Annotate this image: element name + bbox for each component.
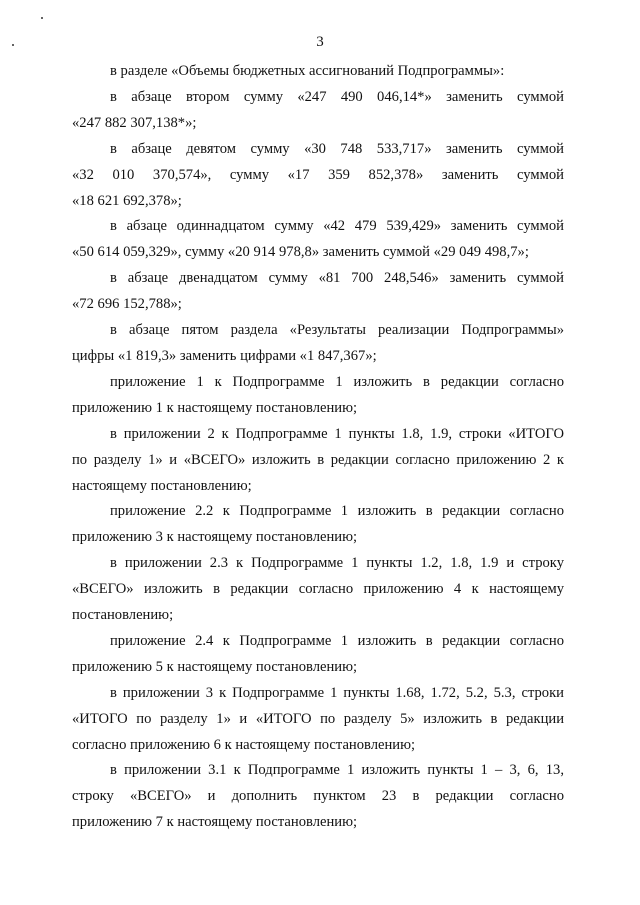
paragraph <box>72 85 564 137</box>
paragraph <box>72 681 564 759</box>
paragraph-line: в абзаце девятом сумму «30 748 533,717» заменить суммой <box>110 140 564 157</box>
paragraph-line: в приложении 2 к Подпрограмме 1 пункты 1.8, 1.9, строки «ИТОГО <box>110 425 564 442</box>
paragraph-line: приложение 2.4 к Подпрограмме 1 изложить в редакции согласно <box>110 632 564 649</box>
paragraph <box>72 499 564 551</box>
paragraph-line: приложению 7 к настоящему постановлению; <box>72 814 358 831</box>
paragraph-line: приложение 1 к Подпрограмме 1 изложить в редакции согласно <box>110 373 564 390</box>
paragraph-line: в приложении 3 к Подпрограмме 1 пункты 1.68, 1.72, 5.2, 5.3, строки <box>110 684 564 701</box>
paragraph-line: приложению 1 к настоящему постановлению; <box>72 399 358 416</box>
paragraph <box>72 266 564 318</box>
paragraph <box>72 370 564 422</box>
paragraph <box>72 758 564 836</box>
paragraph-line: согласно приложению 6 к настоящему постановлению; <box>72 736 416 753</box>
paragraph-line: «18 621 692,378»; <box>72 192 182 209</box>
paragraph-line: в приложении 2.3 к Подпрограмме 1 пункты 1.2, 1.8, 1.9 и строку <box>110 555 564 572</box>
paragraph <box>72 422 564 500</box>
paragraph-line: «32 010 370,574», сумму «17 359 852,378» заменить суммой <box>72 166 564 183</box>
paragraph-line: в абзаце одиннадцатом сумму «42 479 539,429» заменить суммой <box>110 218 564 235</box>
paragraph-line: «247 882 307,138*»; <box>72 114 197 131</box>
page-number: 3 <box>316 34 324 50</box>
paragraph <box>72 629 564 681</box>
paragraph-line: по разделу 1» и «ВСЕГО» изложить в редакции согласно приложению 2 к <box>72 451 564 468</box>
paragraph <box>72 59 564 85</box>
paragraph-line: «ИТОГО по разделу 1» и «ИТОГО по разделу 5» изложить в редакции <box>72 710 564 727</box>
paragraph-line: строку «ВСЕГО» и дополнить пунктом 23 в редакции согласно <box>72 788 564 805</box>
document-body <box>72 59 564 836</box>
paragraph-line: настоящему постановлению; <box>72 477 252 494</box>
paragraph-line: приложению 3 к настоящему постановлению; <box>72 529 358 546</box>
paragraph-line: в разделе «Объемы бюджетных ассигнований Подпрограммы»: <box>110 63 505 79</box>
paragraph-line: «ВСЕГО» изложить в редакции согласно приложению 4 к настоящему <box>72 581 564 598</box>
paragraph <box>72 137 564 215</box>
paragraph-line: «72 696 152,788»; <box>72 296 182 313</box>
paragraph-line: цифры «1 819,3» заменить цифрами «1 847,367»; <box>72 347 377 364</box>
paragraph-line: приложению 5 к настоящему постановлению; <box>72 658 358 675</box>
paragraph <box>72 318 564 370</box>
paragraph-line: приложение 2.2 к Подпрограмме 1 изложить в редакции согласно <box>110 503 564 520</box>
scan-speck <box>41 17 43 19</box>
paragraph <box>72 551 564 629</box>
paragraph-line: постановлению; <box>72 607 174 624</box>
paragraph-line: в абзаце пятом раздела «Результаты реализации Подпрограммы» <box>110 322 564 339</box>
paragraph-line: «50 614 059,329», сумму «20 914 978,8» заменить суммой «29 049 498,7»; <box>72 244 529 261</box>
paragraph-line: в абзаце двенадцатом сумму «81 700 248,546» заменить суммой <box>110 270 564 287</box>
paragraph <box>72 214 564 266</box>
paragraph-line: в абзаце втором сумму «247 490 046,14*» заменить суммой <box>110 88 564 105</box>
paragraph-line: в приложении 3.1 к Подпрограмме 1 изложить пункты 1 – 3, 6, 13, <box>110 762 564 779</box>
